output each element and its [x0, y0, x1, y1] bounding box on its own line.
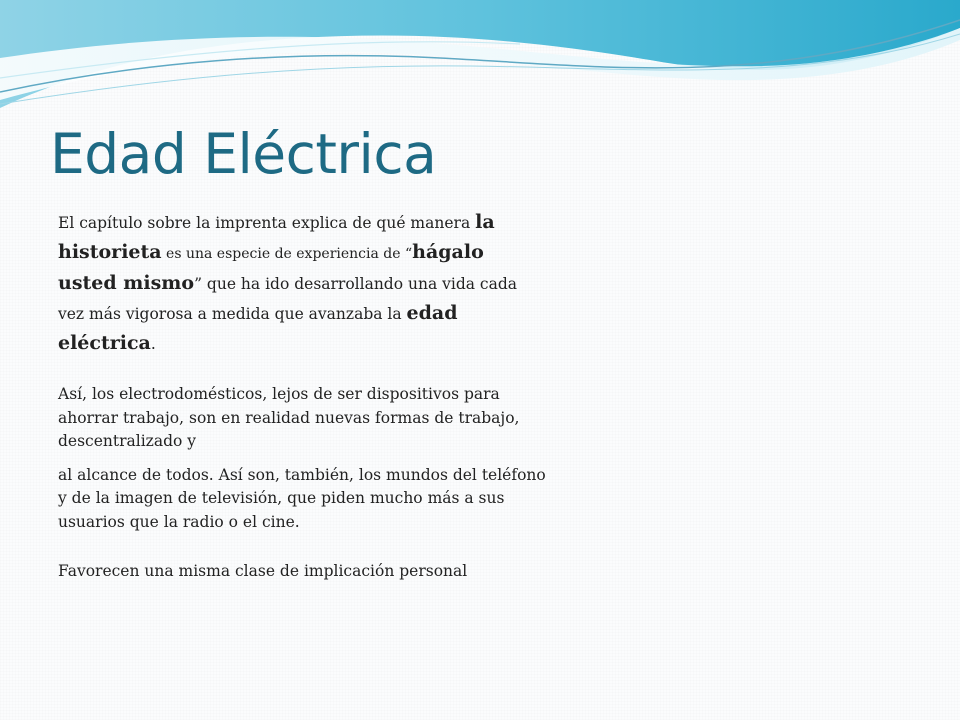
paragraph-1-text-b: una especie de experiencia de “ — [185, 246, 413, 262]
slide-title: Edad Eléctrica — [50, 122, 437, 186]
paragraph-1-text-a: El capítulo sobre la imprenta explica de qué manera — [58, 214, 476, 232]
emphasis-hagalo-usted-mismo: hágalo usted mismo — [58, 241, 484, 294]
emphasis-la-historieta: la historieta — [58, 211, 495, 263]
paragraph-2: Así, los electrodomésticos, lejos de ser dispositivos para ahorrar trabajo, son en realidad nuevas formas de trabajo, descentralizado y — [58, 385, 520, 450]
wave-header-decoration — [0, 0, 960, 120]
paragraph-1-text-es: es — [161, 246, 186, 262]
paragraph-1-period: . — [150, 335, 156, 353]
paragraph-1-text-c: ” que ha ido desarrollando una vida cada vez más vigorosa a medida que avanzaba la — [58, 275, 518, 323]
slide-body — [58, 208, 548, 584]
paragraph-1 — [58, 208, 548, 359]
paragraph-3: al alcance de todos. Así son, también, los mundos del teléfono y de la imagen de televisión, que piden mucho más a sus usuarios que la radio o el cine. — [58, 465, 546, 531]
emphasis-edad-electrica: edad eléctrica — [58, 302, 458, 354]
paragraph-4: Favorecen una misma clase de implicación personal — [58, 562, 468, 580]
